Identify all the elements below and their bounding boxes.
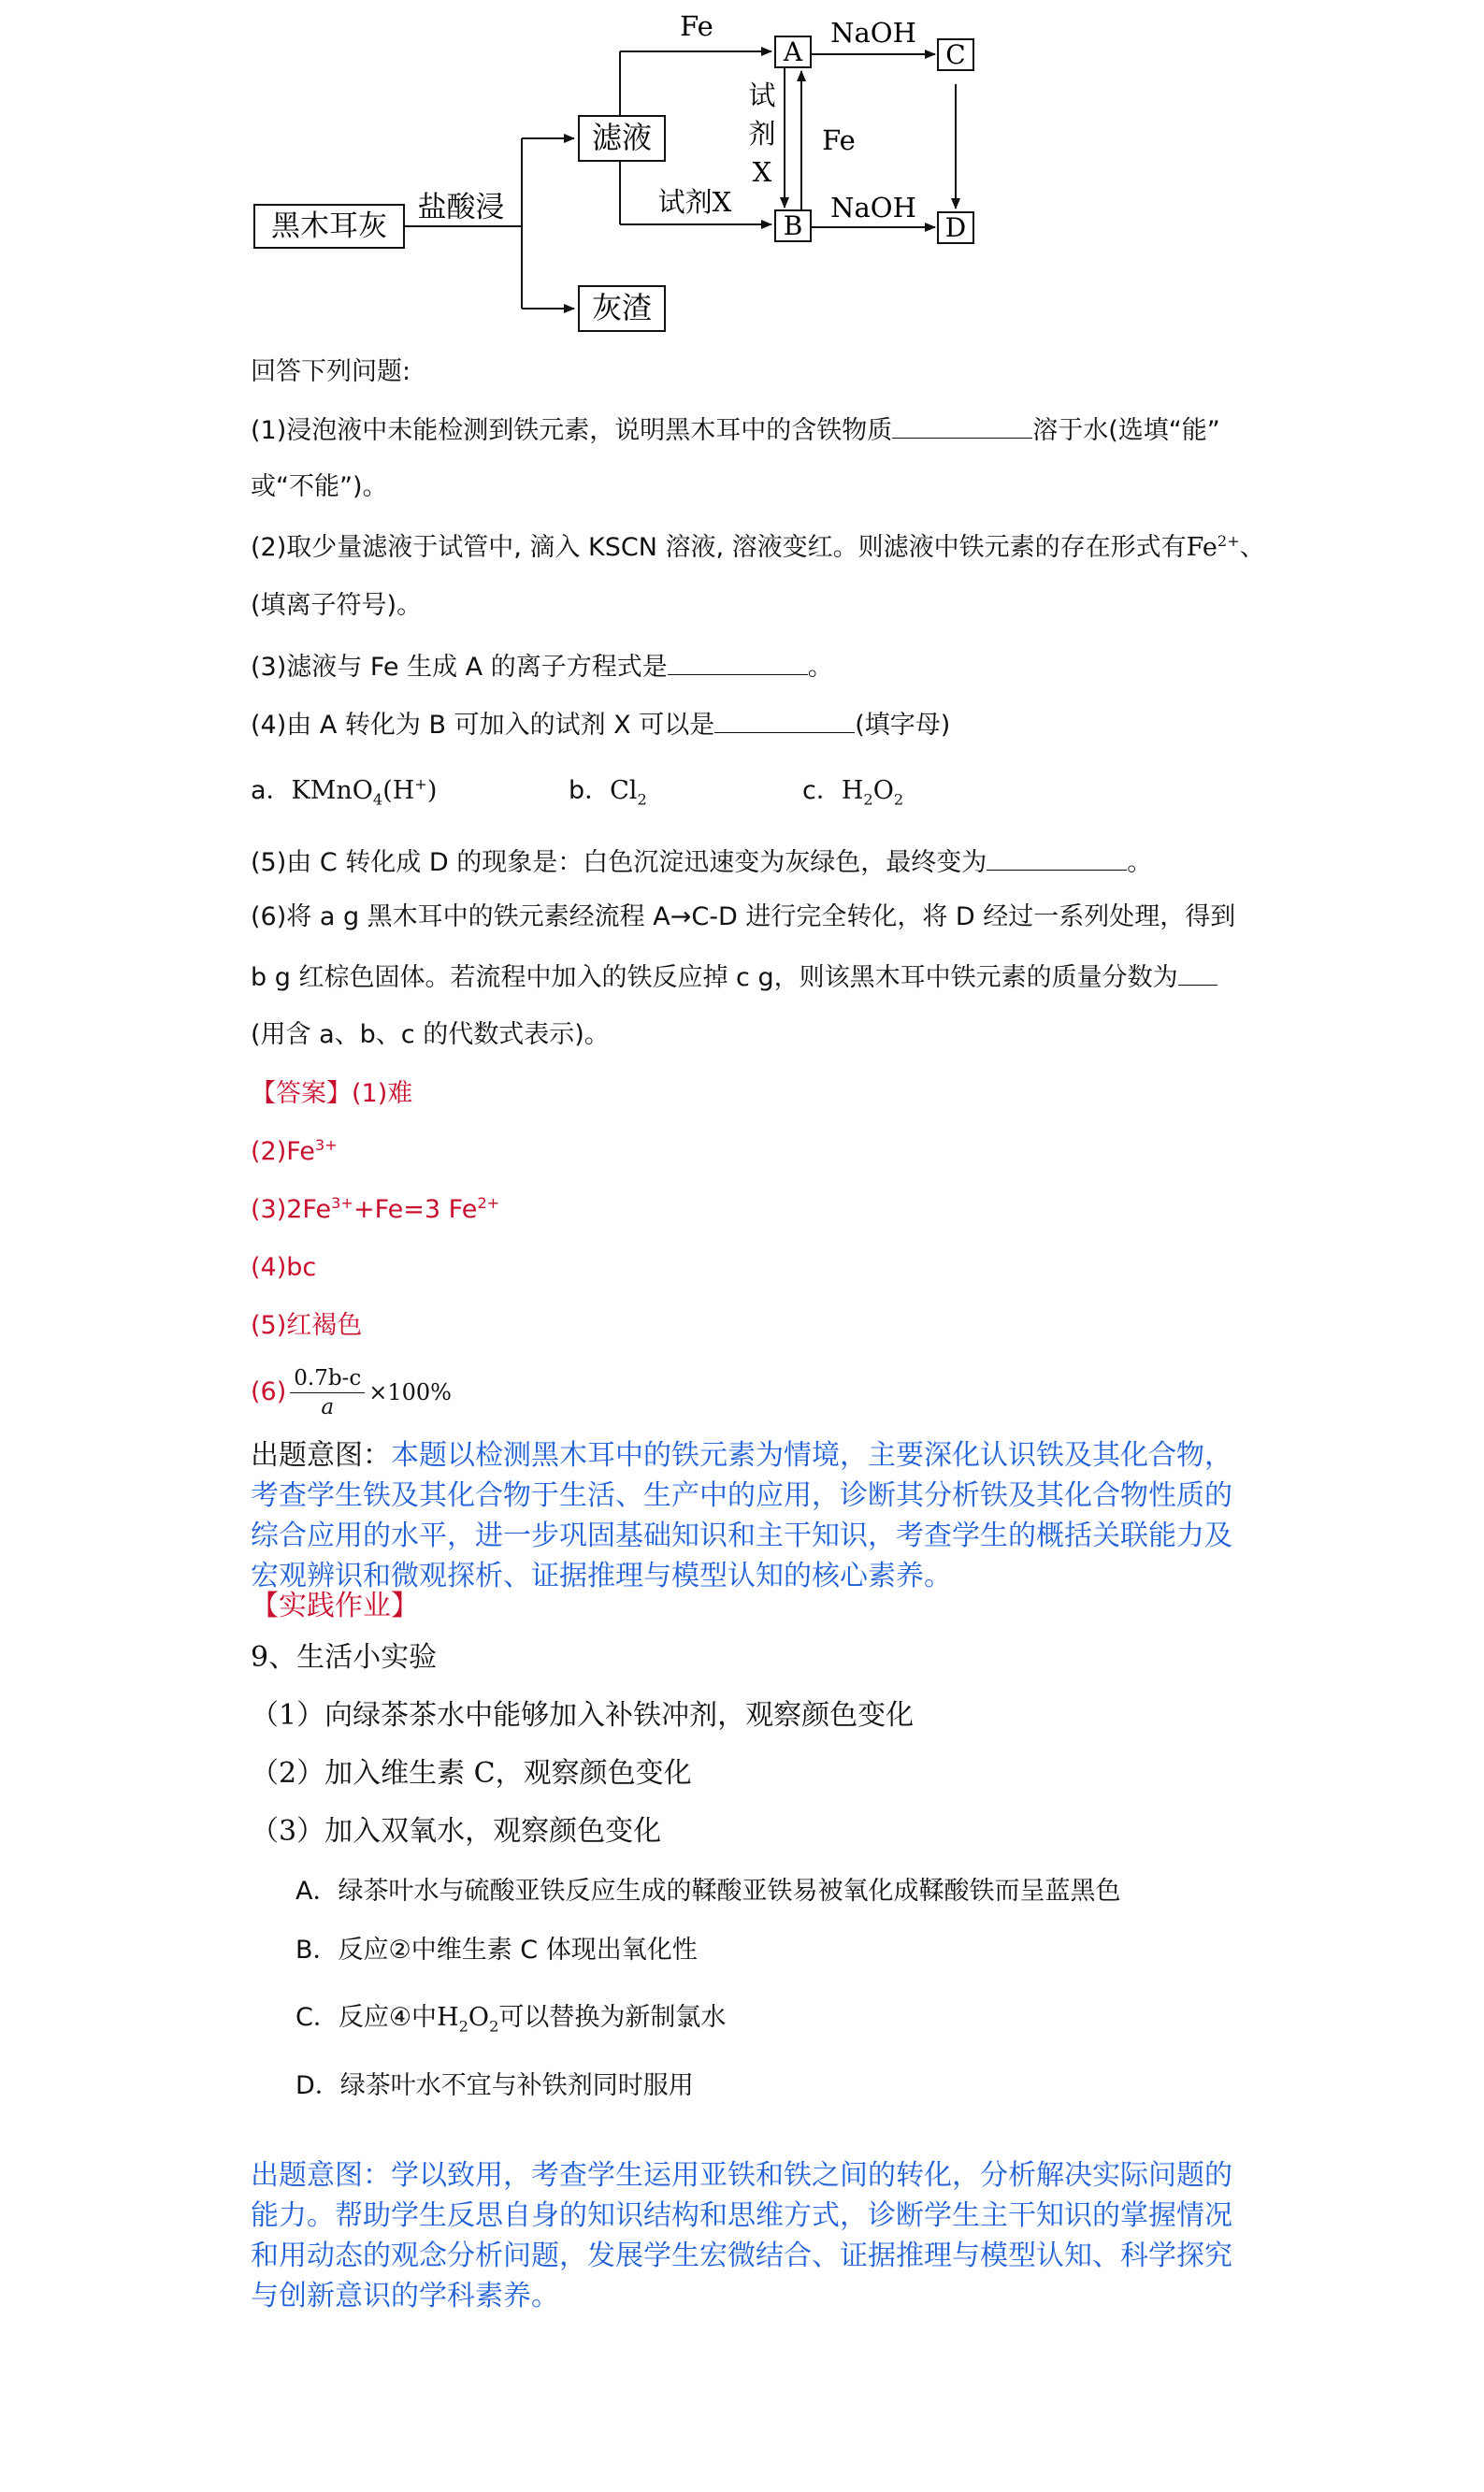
option-c-h: H	[841, 776, 864, 805]
answer-1-text: (1)难	[352, 1079, 413, 1108]
box-start-label: 黑木耳灰	[271, 209, 387, 243]
vertical-reagent-char3: X	[752, 156, 772, 188]
option-b-label: b．	[569, 776, 611, 805]
answer-3-mid: +Fe=3 Fe	[353, 1195, 478, 1224]
practice-option-c-o: O	[468, 2003, 490, 2032]
practice-option-c	[295, 2001, 726, 2035]
question-3-text-a: (3)滤液与 Fe 生成 A 的离子方程式是	[251, 653, 668, 682]
vertical-fe-label: Fe	[822, 124, 856, 156]
practice-option-c-text-b: 可以替换为新制氯水	[498, 2003, 727, 2032]
question-1-blank	[892, 411, 1032, 439]
practice-option-c-sub2: 2	[489, 2017, 499, 2036]
answer-3	[251, 1193, 499, 1227]
question-1-line-2: 或“不能”)。	[251, 472, 388, 501]
practice-option-a: A．绿茶叶水与硫酸亚铁反应生成的鞣酸亚铁易被氧化成鞣酸铁而呈蓝黑色	[295, 1877, 1121, 1906]
edge-naoh-bottom-label: NaOH	[830, 192, 916, 223]
option-a-paren: (H	[382, 776, 415, 805]
edge-reagent-x-label: 试剂X	[657, 186, 732, 218]
practice-step-3: （3）加入双氧水，观察颜色变化	[251, 1815, 662, 1848]
question-6-line-2	[251, 958, 1217, 995]
option-a-sub: 4	[372, 790, 383, 809]
practice-option-c-h: H	[437, 2003, 459, 2032]
answer-2	[251, 1135, 338, 1169]
question-5-text-a: (5)由 C 转化成 D 的现象是：白色沉淀迅速变为灰绿色，最终变为	[251, 848, 987, 877]
answer-5: (5)红褐色	[251, 1311, 363, 1340]
question-4-option-c	[802, 774, 903, 808]
vertical-reagent-char2: 剂	[748, 118, 776, 150]
option-a-label: a．	[251, 776, 292, 805]
box-filtrate-label: 滤液	[591, 120, 653, 155]
question-5-blank	[987, 843, 1127, 871]
question-2-text-a: (2)取少量滤液于试管中, 滴入 KSCN 溶液, 溶液变红。则滤液中铁元素的存在形式有	[251, 533, 1187, 562]
question-2-fe: Fe	[1186, 533, 1217, 562]
answer-6-prefix: (6)	[251, 1377, 287, 1406]
question-3-text-b: 。	[807, 653, 833, 682]
answer-3-charge-2: 2+	[477, 1194, 500, 1212]
answer-6-numerator: 0.7b-c	[290, 1364, 365, 1393]
intent-1-text: 本题以检测黑木耳中的铁元素为情境，主要深化认识铁及其化合物，考查学生铁及其化合物于生活、生产中的应用，诊断其分析铁及其化合物性质的综合应用的水平，进一步巩固基础知识和主干知识，考查学生的概括关联能力及宏观辨识和微观探析、证据推理与模型认知的核心素养。	[251, 1439, 1232, 1592]
practice-option-b: B．反应②中维生素 C 体现出氧化性	[295, 1936, 698, 1965]
option-c-sub2: 2	[893, 790, 904, 809]
question-2-fe-charge: 2+	[1217, 532, 1240, 550]
question-1-line-1	[251, 411, 1220, 448]
question-4-option-b	[569, 774, 647, 808]
option-b-formula: Cl	[610, 776, 638, 805]
question-4-text-b: (填字母)	[855, 711, 951, 740]
practice-heading: 【实践作业】	[251, 1590, 419, 1622]
answer-2-charge: 3+	[314, 1136, 338, 1154]
answer-3-prefix: (3)2Fe	[251, 1195, 332, 1224]
question-1-text-a: (1)浸泡液中未能检测到铁元素，说明黑木耳中的含铁物质	[251, 416, 893, 445]
option-c-label: c．	[802, 776, 842, 805]
question-4-text-a: (4)由 A 转化为 B 可加入的试剂 X 可以是	[251, 711, 715, 740]
option-a-formula: KMnO	[291, 776, 373, 805]
answer-4: (4)bc	[251, 1253, 317, 1282]
node-b-label: B	[783, 210, 803, 241]
question-4	[251, 706, 950, 742]
practice-option-d: D．绿茶叶水不宜与补铁剂同时服用	[295, 2071, 694, 2100]
answer-6-denominator: a	[321, 1395, 335, 1419]
node-d-label: D	[944, 212, 967, 243]
option-a-charge: +	[414, 775, 427, 793]
question-3	[251, 648, 833, 684]
answer-tag: 【答案】	[251, 1079, 352, 1108]
answer-6-suffix: ×100%	[368, 1379, 452, 1405]
edge-naoh-top-label: NaOH	[830, 17, 916, 49]
question-6-text-a: b g 红棕色固体。若流程中加入的铁反应掉 c g，则该黑木耳中铁元素的质量分数为	[251, 963, 1178, 992]
question-4-option-a	[251, 774, 437, 808]
question-5	[251, 843, 1152, 880]
option-a-close: )	[426, 776, 438, 805]
edge-fe-top-label: Fe	[680, 10, 713, 42]
vertical-reagent-char1: 试	[748, 79, 776, 111]
practice-step-2: （2）加入维生素 C，观察颜色变化	[251, 1757, 692, 1790]
question-6-line-3: (用含 a、b、c 的代数式表示)。	[251, 1020, 610, 1049]
practice-option-c-text-a: C．反应④中	[295, 2003, 438, 2032]
edge-acid-label: 盐酸浸	[417, 191, 505, 224]
practice-title: 9、生活小实验	[251, 1641, 438, 1674]
question-6-line-1: (6)将 a g 黑木耳中的铁元素经流程 A→C-D 进行完全转化，将 D 经过一系列处理，得到	[251, 902, 1236, 931]
answer-1	[251, 1077, 412, 1111]
intent-1-label: 出题意图：	[251, 1439, 391, 1472]
answer-6	[251, 1358, 452, 1427]
practice-option-c-sub1: 2	[458, 2017, 468, 2036]
intent-1	[251, 1435, 1242, 1596]
intent-2	[251, 2155, 1242, 2316]
practice-step-1: （1）向绿茶茶水中能够加入补铁冲剂，观察颜色变化	[251, 1699, 915, 1732]
question-2-text-b: 、	[1239, 533, 1265, 562]
answer-6-fraction	[290, 1364, 365, 1421]
option-c-o: O	[872, 776, 894, 805]
option-c-sub1: 2	[863, 790, 873, 809]
questions-intro: 回答下列问题:	[251, 357, 411, 386]
intent-2-text: 学以致用，考查学生运用亚铁和铁之间的转化，分析解决实际问题的能力。帮助学生反思自身的知识结构和思维方式，诊断学生主干知识的掌握情况和用动态的观念分析问题，发展学生宏微结合、证据推理与模型认知、科学探究与创新意识的学科素养。	[251, 2159, 1232, 2312]
flow-diagram	[0, 0, 1484, 346]
question-5-text-b: 。	[1127, 848, 1153, 877]
option-b-sub: 2	[637, 790, 647, 809]
question-2-line-1	[251, 531, 1265, 565]
question-4-blank	[714, 706, 855, 733]
question-3-blank	[668, 648, 808, 675]
node-c-label: C	[945, 39, 966, 70]
answer-3-charge-1: 3+	[331, 1194, 353, 1212]
box-residue-label: 灰渣	[591, 290, 653, 325]
intent-2-label: 出题意图：	[251, 2159, 391, 2192]
node-a-label: A	[783, 36, 803, 67]
question-6-blank	[1178, 958, 1217, 986]
question-1-text-b: 溶于水(选填“能”	[1032, 416, 1220, 445]
question-2-line-2: (填离子符号)。	[251, 591, 423, 620]
answer-2-text: (2)Fe	[251, 1137, 315, 1166]
